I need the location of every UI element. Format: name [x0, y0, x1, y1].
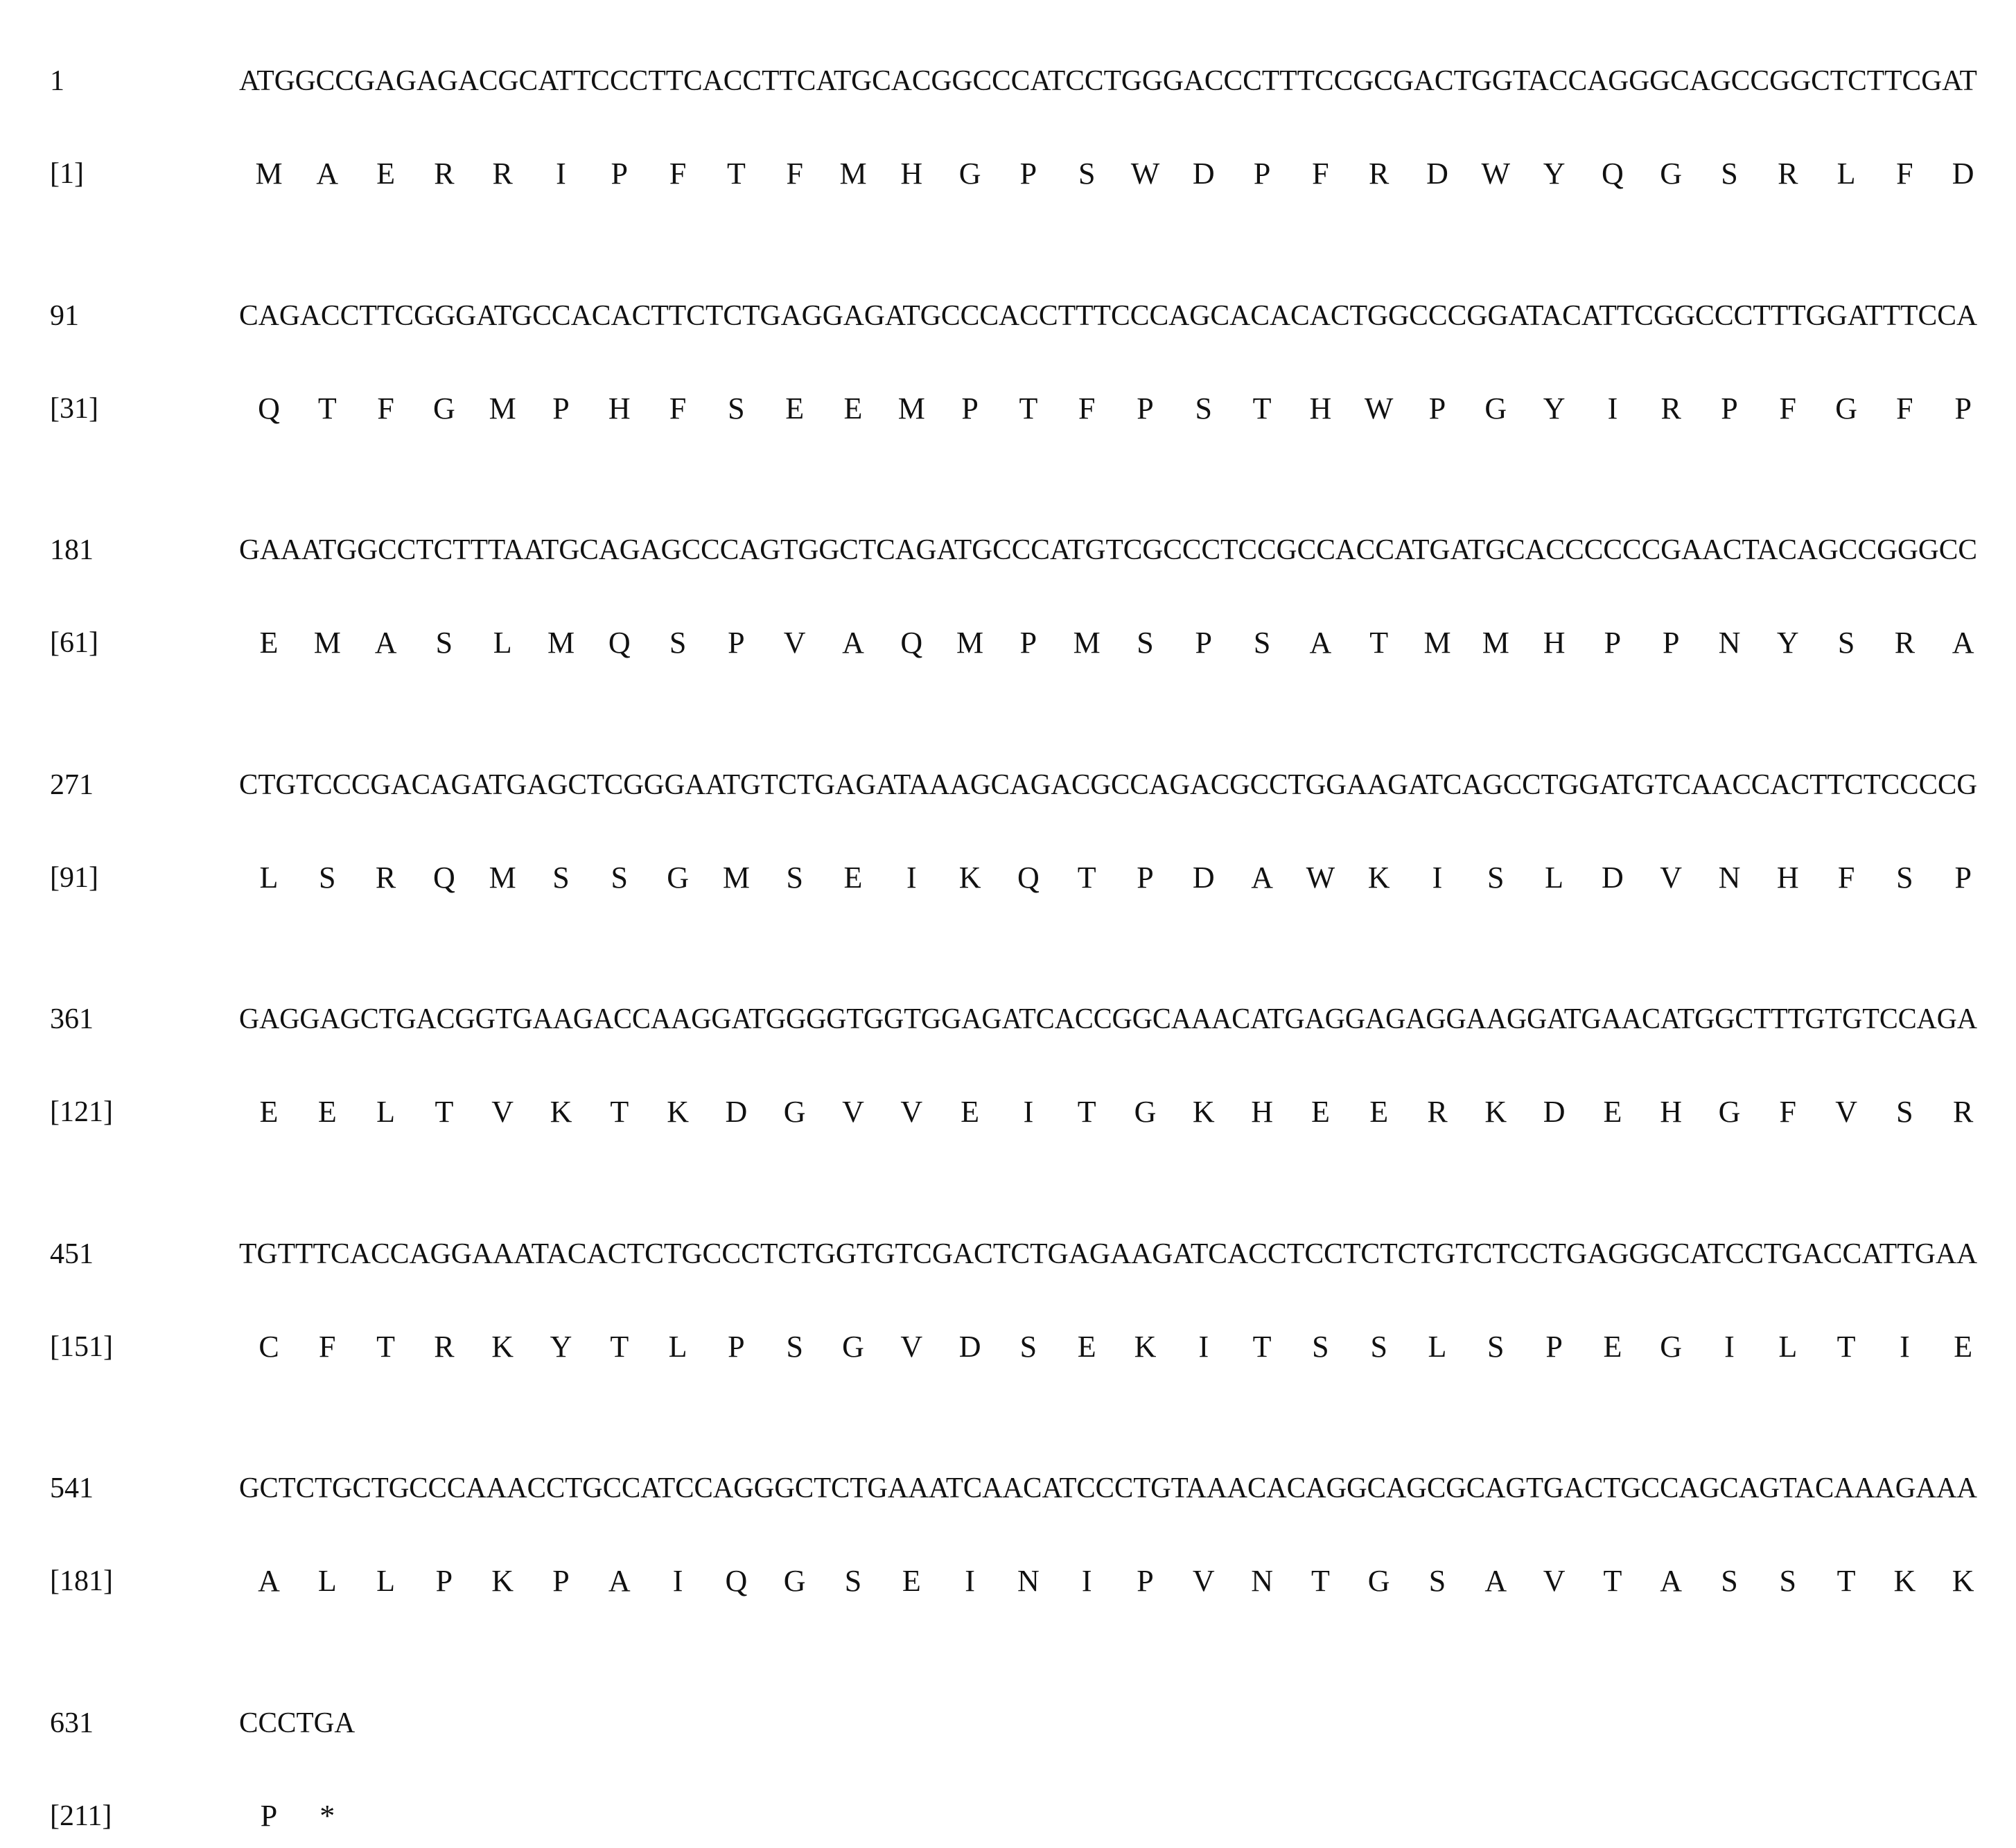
amino-acid-row: [0, 619, 2016, 667]
amino-acid-residue: M: [489, 860, 516, 895]
amino-acid-residue: M: [489, 391, 516, 425]
amino-acid-residue: I: [1081, 1564, 1092, 1598]
amino-acid-residue: F: [319, 1329, 336, 1364]
amino-acid-residue: T: [726, 157, 746, 191]
nucleotide-position: 181: [50, 534, 94, 566]
amino-acid-residue: F: [1837, 860, 1855, 895]
amino-acid-residue: K: [491, 1329, 514, 1364]
amino-acid-residue: S: [1019, 1329, 1037, 1364]
amino-acid-residue: S: [1896, 860, 1913, 895]
amino-acid-residue: S: [1428, 1564, 1446, 1598]
amino-acid-residue: A: [1484, 1564, 1507, 1598]
amino-acid-residue: R: [1953, 1095, 1974, 1129]
amino-acid-residue: P: [961, 391, 979, 425]
amino-acid-residue: R: [1660, 391, 1681, 425]
amino-acid-residue: K: [491, 1564, 514, 1598]
amino-acid-residue: T: [610, 1329, 629, 1364]
amino-acid-residue: F: [1779, 1095, 1797, 1129]
amino-acid-residue: S: [786, 860, 803, 895]
amino-acid-residue: Y: [550, 1329, 572, 1364]
amino-acid-residue: K: [1192, 1095, 1215, 1129]
amino-acid-residue: T: [1311, 1564, 1330, 1598]
amino-acid-residue: R: [1894, 626, 1916, 660]
amino-acid-residue: I: [906, 860, 917, 895]
amino-acid-residue: E: [1954, 1329, 1973, 1364]
amino-acid-residue: W: [1481, 157, 1511, 191]
amino-acid-residue: S: [1195, 391, 1213, 425]
amino-acid-residue: A: [374, 626, 397, 660]
amino-acid-residue: K: [667, 1095, 689, 1129]
amino-acid-residue: L: [317, 1564, 337, 1598]
amino-acid-residue: T: [1837, 1564, 1856, 1598]
amino-acid-residue: I: [672, 1564, 683, 1598]
amino-acid-residue: G: [1484, 391, 1507, 425]
amino-acid-residue: P: [1253, 157, 1271, 191]
amino-acid-residue: T: [1837, 1329, 1856, 1364]
amino-acid-residue: G: [783, 1564, 806, 1598]
amino-acid-residue: G: [433, 391, 455, 425]
amino-acid-residue: I: [1607, 391, 1618, 425]
amino-acid-residue: S: [728, 391, 745, 425]
amino-acid-residue: S: [1312, 1329, 1329, 1364]
amino-acid-residue: M: [1423, 626, 1451, 660]
amino-acid-residue: S: [1779, 1564, 1797, 1598]
amino-acid-residue: M: [1073, 626, 1101, 660]
amino-acid-residue: K: [550, 1095, 572, 1129]
amino-acid-residue: H: [608, 391, 631, 425]
amino-acid-residue: A: [608, 1564, 631, 1598]
nucleotide-row: [0, 1699, 2016, 1748]
nucleotide-position: 541: [50, 1472, 94, 1504]
amino-acid-residue: L: [376, 1564, 396, 1598]
amino-acid-position: [61]: [50, 627, 98, 659]
amino-acid-residue: C: [258, 1329, 279, 1364]
amino-acid-residue: T: [1019, 391, 1038, 425]
amino-acid-residue: *: [319, 1798, 335, 1833]
amino-acid-residue: A: [1309, 626, 1332, 660]
amino-acid-residue: P: [1954, 860, 1972, 895]
amino-acid-residue: H: [1309, 391, 1332, 425]
amino-acid-residue: G: [1718, 1095, 1741, 1129]
amino-acid-residue: M: [956, 626, 984, 660]
amino-acid-residue: D: [725, 1095, 748, 1129]
amino-acid-residue: P: [1137, 1564, 1154, 1598]
amino-acid-residue: G: [1660, 1329, 1683, 1364]
amino-acid-residue: S: [1487, 860, 1505, 895]
amino-acid-residue: G: [1660, 157, 1683, 191]
amino-acid-residue: P: [1137, 860, 1154, 895]
amino-acid-residue: S: [1137, 626, 1154, 660]
amino-acid-residue: E: [843, 391, 863, 425]
amino-acid-residue: P: [1545, 1329, 1563, 1364]
amino-acid-residue: M: [897, 391, 925, 425]
amino-acid-residue: L: [376, 1095, 396, 1129]
amino-acid-residue: F: [1312, 157, 1329, 191]
nucleotide-sequence: CAGACCTTCGGGATGCCACACTTCTCTGAGGAGATGCCCACCTTTCCCAGCACACACTGGCCCGGATACATTCGGCCCTTTGGATTTCCA: [239, 299, 1978, 332]
nucleotide-position: 91: [50, 299, 79, 332]
amino-acid-residue: S: [844, 1564, 862, 1598]
amino-acid-residue: Q: [258, 391, 280, 425]
amino-acid-row: [0, 854, 2016, 902]
amino-acid-residue: R: [1778, 157, 1798, 191]
nucleotide-position: 451: [50, 1238, 94, 1270]
amino-acid-residue: Q: [725, 1564, 748, 1598]
amino-acid-residue: H: [1660, 1095, 1683, 1129]
amino-acid-residue: V: [783, 626, 806, 660]
amino-acid-residue: D: [1602, 860, 1624, 895]
amino-acid-row: [0, 1557, 2016, 1605]
amino-acid-position: [91]: [50, 861, 98, 894]
sequence-block: [0, 1464, 2016, 1603]
amino-acid-residue: H: [1776, 860, 1799, 895]
amino-acid-position: [211]: [50, 1799, 112, 1832]
amino-acid-residue: I: [1023, 1095, 1034, 1129]
amino-acid-residue: L: [668, 1329, 687, 1364]
amino-acid-residue: P: [728, 1329, 745, 1364]
amino-acid-row: [0, 1323, 2016, 1371]
amino-acid-residue: T: [376, 1329, 396, 1364]
amino-acid-residue: W: [1130, 157, 1160, 191]
amino-acid-row: [0, 385, 2016, 433]
amino-acid-residue: F: [377, 391, 394, 425]
amino-acid-residue: R: [434, 1329, 455, 1364]
amino-acid-residue: G: [667, 860, 689, 895]
amino-acid-residue: L: [259, 860, 279, 895]
amino-acid-residue: K: [1134, 1329, 1157, 1364]
nucleotide-position: 631: [50, 1707, 94, 1739]
nucleotide-sequence: CCCTGA: [239, 1707, 356, 1739]
amino-acid-residue: L: [1837, 157, 1856, 191]
amino-acid-residue: G: [1367, 1564, 1390, 1598]
amino-acid-residue: A: [316, 157, 339, 191]
amino-acid-residue: E: [1311, 1095, 1330, 1129]
amino-acid-residue: A: [258, 1564, 280, 1598]
amino-acid-residue: I: [1432, 860, 1443, 895]
amino-acid-residue: P: [1019, 157, 1037, 191]
amino-acid-residue: V: [491, 1095, 514, 1129]
amino-acid-residue: V: [1835, 1095, 1857, 1129]
nucleotide-row: [0, 1464, 2016, 1513]
amino-acid-residue: E: [961, 1095, 980, 1129]
amino-acid-residue: T: [435, 1095, 454, 1129]
amino-acid-residue: P: [260, 1798, 278, 1833]
amino-acid-position: [121]: [50, 1096, 113, 1128]
amino-acid-residue: P: [728, 626, 745, 660]
nucleotide-position: 361: [50, 1003, 94, 1035]
amino-acid-residue: T: [1252, 391, 1272, 425]
amino-acid-residue: Y: [1543, 157, 1566, 191]
amino-acid-residue: T: [1252, 1329, 1272, 1364]
amino-acid-residue: G: [783, 1095, 806, 1129]
nucleotide-sequence: CTGTCCCGACAGATGAGCTCGGGAATGTCTGAGATAAAGCAGACGCCAGACGCCTGGAAGATCAGCCTGGATGTCAACCACTTCTCCCCG: [239, 768, 1978, 801]
amino-acid-residue: T: [317, 391, 337, 425]
amino-acid-residue: A: [1952, 626, 1974, 660]
nucleotide-row: [0, 995, 2016, 1044]
nucleotide-row: [0, 526, 2016, 574]
amino-acid-residue: I: [1900, 1329, 1910, 1364]
nucleotide-row: [0, 1230, 2016, 1278]
amino-acid-residue: S: [552, 860, 570, 895]
amino-acid-residue: S: [611, 860, 629, 895]
amino-acid-residue: V: [1660, 860, 1683, 895]
amino-acid-residue: G: [1134, 1095, 1157, 1129]
amino-acid-row: [0, 150, 2016, 198]
amino-acid-residue: M: [722, 860, 750, 895]
amino-acid-residue: P: [552, 391, 570, 425]
amino-acid-residue: F: [1779, 391, 1797, 425]
amino-acid-residue: N: [1251, 1564, 1273, 1598]
sequence-block: [0, 57, 2016, 195]
sequence-block: [0, 1699, 2016, 1838]
amino-acid-residue: D: [1192, 157, 1215, 191]
amino-acid-residue: K: [1484, 1095, 1507, 1129]
amino-acid-residue: E: [1369, 1095, 1389, 1129]
amino-acid-residue: R: [375, 860, 396, 895]
amino-acid-position: [31]: [50, 392, 98, 425]
amino-acid-residue: F: [1078, 391, 1096, 425]
amino-acid-residue: T: [1077, 860, 1096, 895]
amino-acid-residue: I: [1724, 1329, 1735, 1364]
amino-acid-residue: Q: [433, 860, 455, 895]
amino-acid-position: [181]: [50, 1565, 113, 1597]
amino-acid-residue: R: [1369, 157, 1390, 191]
amino-acid-row: [0, 1088, 2016, 1136]
amino-acid-residue: L: [493, 626, 512, 660]
amino-acid-residue: D: [1192, 860, 1215, 895]
amino-acid-residue: Q: [1017, 860, 1040, 895]
amino-acid-residue: P: [611, 157, 629, 191]
amino-acid-residue: S: [1721, 157, 1738, 191]
amino-acid-residue: V: [900, 1095, 923, 1129]
amino-acid-residue: I: [1198, 1329, 1209, 1364]
amino-acid-residue: P: [1954, 391, 1972, 425]
amino-acid-residue: E: [259, 1095, 279, 1129]
amino-acid-residue: S: [435, 626, 453, 660]
amino-acid-residue: W: [1306, 860, 1335, 895]
sequence-block: [0, 995, 2016, 1134]
amino-acid-residue: G: [1835, 391, 1857, 425]
amino-acid-residue: S: [669, 626, 687, 660]
amino-acid-residue: Q: [1602, 157, 1624, 191]
nucleotide-position: 1: [50, 65, 64, 97]
amino-acid-residue: T: [1077, 1095, 1096, 1129]
amino-acid-residue: M: [255, 157, 283, 191]
nucleotide-sequence: ATGGCCGAGAGACGCATTCCCTTCACCTTCATGCACGGCCCATCCTGGGACCCTTTCCGCGACTGGTACCAGGGCAGCCGGCTCTTCGAT: [239, 65, 1977, 97]
amino-acid-residue: K: [1893, 1564, 1916, 1598]
amino-acid-residue: P: [1662, 626, 1680, 660]
amino-acid-residue: S: [1253, 626, 1271, 660]
sequence-block: [0, 1230, 2016, 1369]
amino-acid-residue: K: [958, 860, 981, 895]
amino-acid-residue: A: [1251, 860, 1273, 895]
amino-acid-residue: E: [317, 1095, 337, 1129]
amino-acid-residue: H: [1543, 626, 1566, 660]
amino-acid-residue: T: [610, 1095, 629, 1129]
nucleotide-sequence: GCTCTGCTGCCCAAACCTGCCATCCAGGGCTCTGAAATCAACATCCCTGTAAACACAGGCAGCGCAGTGACTGCCAGCAGTACAAAGAAA: [239, 1472, 1977, 1504]
amino-acid-residue: F: [1896, 391, 1913, 425]
amino-acid-residue: E: [1603, 1329, 1622, 1364]
amino-acid-residue: P: [1019, 626, 1037, 660]
amino-acid-residue: N: [1718, 860, 1741, 895]
amino-acid-residue: P: [1137, 391, 1154, 425]
nucleotide-sequence: GAGGAGCTGACGGTGAAGACCAAGGATGGGGTGGTGGAGATCACCGGCAAACATGAGGAGAGGAAGGATGAACATGGCTTTGTGTCCAGA: [239, 1003, 1978, 1035]
sequence-block: [0, 526, 2016, 665]
amino-acid-residue: Y: [1776, 626, 1799, 660]
amino-acid-residue: V: [900, 1329, 923, 1364]
nucleotide-row: [0, 57, 2016, 105]
amino-acid-residue: R: [434, 157, 455, 191]
amino-acid-residue: W: [1364, 391, 1394, 425]
amino-acid-residue: S: [1370, 1329, 1387, 1364]
amino-acid-residue: P: [552, 1564, 570, 1598]
amino-acid-residue: S: [319, 860, 336, 895]
amino-acid-residue: M: [313, 626, 341, 660]
amino-acid-residue: Q: [608, 626, 631, 660]
amino-acid-residue: T: [1603, 1564, 1622, 1598]
amino-acid-residue: T: [1369, 626, 1389, 660]
amino-acid-residue: S: [1078, 157, 1096, 191]
amino-acid-residue: F: [669, 157, 687, 191]
amino-acid-residue: N: [1718, 626, 1741, 660]
nucleotide-row: [0, 292, 2016, 340]
amino-acid-residue: P: [435, 1564, 453, 1598]
amino-acid-residue: Y: [1543, 391, 1566, 425]
nucleotide-position: 271: [50, 768, 94, 801]
amino-acid-residue: R: [492, 157, 513, 191]
amino-acid-residue: K: [1367, 860, 1390, 895]
amino-acid-row: [0, 1792, 2016, 1840]
nucleotide-row: [0, 761, 2016, 809]
amino-acid-residue: E: [843, 860, 863, 895]
amino-acid-residue: E: [259, 626, 279, 660]
amino-acid-residue: F: [1896, 157, 1913, 191]
amino-acid-residue: E: [1077, 1329, 1096, 1364]
amino-acid-residue: D: [958, 1329, 981, 1364]
amino-acid-residue: F: [786, 157, 803, 191]
nucleotide-sequence: GAAATGGCCTCTTTAATGCAGAGCCCAGTGGCTCAGATGCCCATGTCGCCCTCCGCCACCATGATGCACCCCCCGAACTACAGCCGGGCC: [239, 534, 1978, 566]
amino-acid-residue: R: [1427, 1095, 1448, 1129]
amino-acid-residue: N: [1017, 1564, 1040, 1598]
amino-acid-residue: P: [1604, 626, 1622, 660]
amino-acid-residue: D: [1543, 1095, 1566, 1129]
amino-acid-residue: P: [1195, 626, 1213, 660]
amino-acid-residue: E: [376, 157, 396, 191]
amino-acid-residue: E: [785, 391, 805, 425]
amino-acid-position: [151]: [50, 1330, 113, 1363]
amino-acid-residue: M: [1482, 626, 1509, 660]
amino-acid-residue: E: [1603, 1095, 1622, 1129]
amino-acid-residue: M: [547, 626, 575, 660]
amino-acid-residue: G: [958, 157, 981, 191]
amino-acid-residue: A: [1660, 1564, 1683, 1598]
sequence-block: [0, 761, 2016, 899]
amino-acid-residue: Q: [900, 626, 923, 660]
amino-acid-residue: L: [1778, 1329, 1798, 1364]
nucleotide-sequence: TGTTTCACCAGGAAATACACTCTGCCCTCTGGTGTCGACTCTGAGAAGATCACCTCCTCTCTGTCTCCTGAGGGCATCCTGACCATTGAA: [239, 1238, 1978, 1270]
amino-acid-residue: H: [900, 157, 923, 191]
amino-acid-residue: G: [842, 1329, 864, 1364]
sequence-block: [0, 292, 2016, 430]
amino-acid-residue: E: [902, 1564, 921, 1598]
amino-acid-residue: V: [842, 1095, 864, 1129]
amino-acid-residue: S: [786, 1329, 803, 1364]
amino-acid-residue: K: [1952, 1564, 1974, 1598]
amino-acid-residue: V: [1543, 1564, 1566, 1598]
amino-acid-residue: M: [839, 157, 867, 191]
amino-acid-residue: S: [1487, 1329, 1505, 1364]
amino-acid-residue: D: [1426, 157, 1448, 191]
amino-acid-residue: D: [1952, 157, 1974, 191]
amino-acid-residue: I: [965, 1564, 975, 1598]
amino-acid-residue: F: [669, 391, 687, 425]
amino-acid-residue: A: [842, 626, 864, 660]
amino-acid-position: [1]: [50, 158, 84, 190]
amino-acid-residue: S: [1837, 626, 1855, 660]
amino-acid-residue: P: [1721, 391, 1738, 425]
amino-acid-residue: P: [1428, 391, 1446, 425]
amino-acid-residue: S: [1896, 1095, 1913, 1129]
amino-acid-residue: H: [1251, 1095, 1273, 1129]
amino-acid-residue: V: [1192, 1564, 1215, 1598]
amino-acid-residue: L: [1545, 860, 1564, 895]
amino-acid-residue: L: [1428, 1329, 1447, 1364]
amino-acid-residue: I: [556, 157, 566, 191]
amino-acid-residue: S: [1721, 1564, 1738, 1598]
